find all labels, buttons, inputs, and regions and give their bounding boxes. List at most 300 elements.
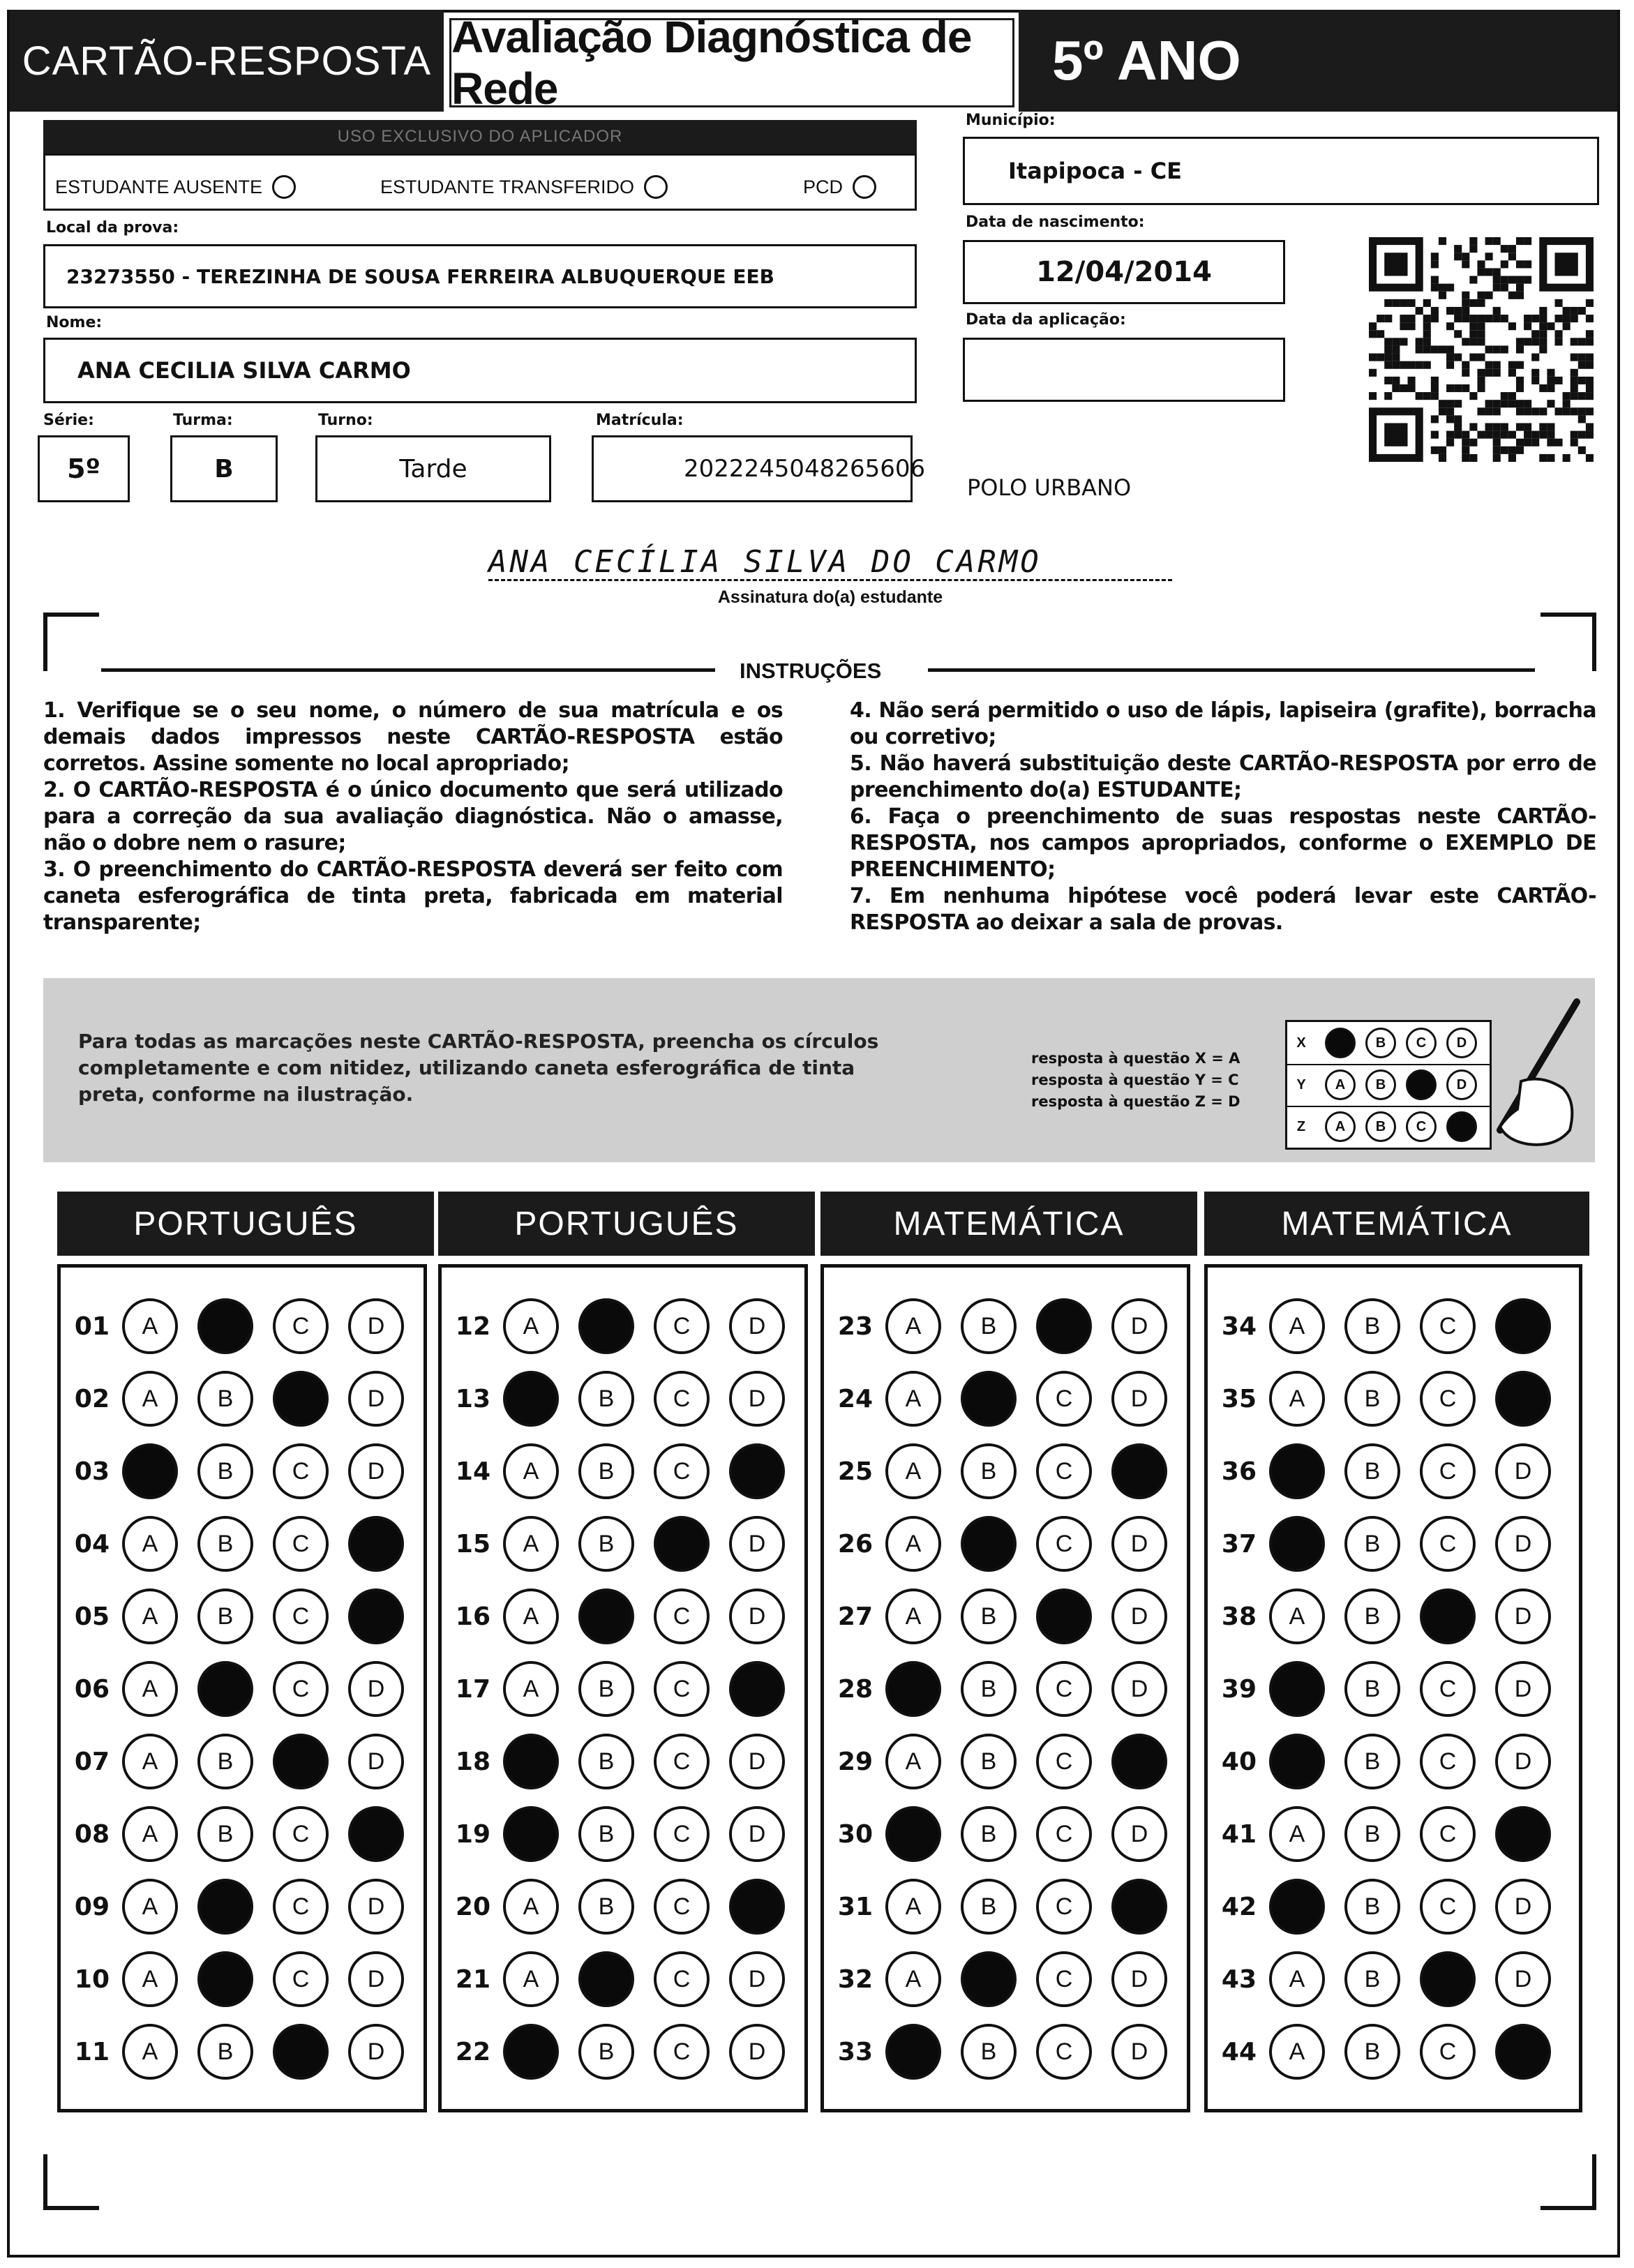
answer-bubble-a[interactable]: A	[122, 1951, 178, 2007]
answer-bubble-a[interactable]	[1269, 1661, 1325, 1717]
answer-bubble-a[interactable]: A	[1269, 1298, 1325, 1354]
answer-bubble-c[interactable]: C	[654, 1661, 710, 1717]
answer-bubble-b[interactable]: B	[578, 1879, 634, 1935]
answer-bubble-d[interactable]	[729, 1879, 785, 1935]
question-row	[61, 1580, 404, 1653]
question-number: 27	[837, 1602, 873, 1631]
question-row	[61, 1725, 404, 1798]
question-row	[1208, 2015, 1551, 2088]
answer-bubble-a[interactable]: A	[1269, 1806, 1325, 1862]
answer-bubble-b[interactable]	[197, 1298, 253, 1354]
answer-bubble-d[interactable]: D	[729, 1951, 785, 2007]
answer-bubble-c[interactable]: C	[1420, 1371, 1476, 1427]
example-bubble-d: D	[1446, 1028, 1477, 1058]
answer-bubble-d[interactable]	[348, 1806, 404, 1862]
answer-bubble-d[interactable]	[1495, 1371, 1551, 1427]
answer-bubble-c[interactable]: C	[273, 1589, 329, 1644]
answer-bubble-c[interactable]	[273, 2024, 329, 2080]
question-number: 44	[1221, 2037, 1257, 2066]
question-row	[1208, 1580, 1551, 1653]
instructions-rule-right	[928, 668, 1535, 672]
answer-bubble-d[interactable]: D	[1495, 1443, 1551, 1499]
answer-bubble-c[interactable]: C	[1420, 1443, 1476, 1499]
answer-bubble-b[interactable]: B	[961, 1806, 1017, 1862]
transferred-circle[interactable]	[644, 175, 668, 199]
answer-bubble-a[interactable]	[503, 2024, 559, 2080]
question-row	[61, 1508, 404, 1580]
answer-bubble-c[interactable]: C	[654, 1951, 710, 2007]
serie-label: Série:	[43, 412, 94, 429]
answer-bubble-b[interactable]: B	[961, 1298, 1017, 1354]
answer-bubble-c[interactable]: C	[1420, 1298, 1476, 1354]
answer-bubble-a[interactable]: A	[122, 1661, 178, 1717]
turno-value: Tarde	[399, 454, 467, 483]
answer-bubble-d[interactable]	[348, 1516, 404, 1572]
assessment-title: Avaliação Diagnóstica de Rede	[449, 18, 1014, 107]
qr-code-icon	[1369, 237, 1594, 462]
answer-bubble-a[interactable]: A	[885, 1516, 941, 1572]
answer-bubble-d[interactable]: D	[348, 1661, 404, 1717]
answer-bubble-a[interactable]: A	[1269, 1951, 1325, 2007]
instruction-5: 5. Não haverá substituição deste CARTÃO-RESPOSTA por erro de preenchimento do(a) ESTUDANTE;	[850, 751, 1596, 802]
instruction-4: 4. Não será permitido o uso de lápis, lapiseira (grafite), borracha ou corretivo;	[850, 698, 1596, 749]
polo-label: POLO URBANO	[967, 474, 1132, 501]
answer-bubble-c[interactable]: C	[654, 1879, 710, 1935]
answer-bubble-c[interactable]: C	[1036, 1371, 1092, 1427]
question-number: 41	[1221, 1819, 1257, 1849]
question-row	[442, 1870, 785, 1943]
example-bubble-b: B	[1365, 1028, 1396, 1058]
answer-bubble-c[interactable]: C	[1036, 1516, 1092, 1572]
answer-bubble-a[interactable]	[1269, 1879, 1325, 1935]
answer-bubble-b[interactable]	[961, 1371, 1017, 1427]
local-field	[43, 244, 917, 308]
answer-bubble-a[interactable]: A	[885, 1298, 941, 1354]
example-bubble-a	[1325, 1028, 1356, 1058]
answer-bubble-a[interactable]	[1269, 1516, 1325, 1572]
answer-bubble-c[interactable]	[1420, 1589, 1476, 1644]
answer-bubble-c[interactable]	[1036, 1298, 1092, 1354]
question-number: 09	[74, 1892, 110, 1921]
answer-bubble-b[interactable]: B	[1344, 1734, 1400, 1789]
answer-bubble-b[interactable]: B	[961, 1589, 1017, 1644]
question-row	[442, 1725, 785, 1798]
answer-bubble-a[interactable]: A	[885, 1371, 941, 1427]
instruction-6: 6. Faça o preenchimento de suas respostas neste CARTÃO-RESPOSTA, nos campos apropriados, conforme o EXEMPLO DE PREENCHIMENTO;	[850, 804, 1596, 882]
instructions-rule-left	[101, 668, 715, 672]
example-bubble-c	[1406, 1069, 1437, 1100]
answer-bubble-d[interactable]	[1495, 2024, 1551, 2080]
answer-bubble-c[interactable]: C	[654, 1806, 710, 1862]
answer-bubble-b[interactable]	[961, 1951, 1017, 2007]
example-legend	[1031, 1048, 1241, 1113]
answer-bubble-b[interactable]: B	[578, 1661, 634, 1717]
answer-bubble-c[interactable]: C	[273, 1879, 329, 1935]
answer-section	[438, 1264, 808, 2112]
question-number: 19	[455, 1819, 490, 1849]
answer-bubble-c[interactable]: C	[273, 1516, 329, 1572]
answer-bubble-c[interactable]: C	[654, 1734, 710, 1789]
example-row	[1287, 1106, 1490, 1148]
answer-bubble-c[interactable]: C	[1420, 1879, 1476, 1935]
question-number: 29	[837, 1747, 873, 1776]
answer-section	[820, 1264, 1190, 2112]
municipio-value: Itapipoca - CE	[1008, 158, 1183, 184]
answer-bubble-a[interactable]: A	[1269, 1589, 1325, 1644]
question-number: 15	[455, 1529, 490, 1559]
answer-bubble-b[interactable]: B	[197, 1806, 253, 1862]
answer-bubble-c[interactable]: C	[1420, 2024, 1476, 2080]
answer-bubble-b[interactable]: B	[578, 1443, 634, 1499]
answer-bubble-c[interactable]: C	[1036, 1951, 1092, 2007]
answer-bubble-c[interactable]: C	[273, 1661, 329, 1717]
answer-bubble-a[interactable]	[885, 1661, 941, 1717]
question-row	[824, 1725, 1167, 1798]
answer-bubble-a[interactable]: A	[122, 1516, 178, 1572]
instructions-left	[43, 698, 783, 936]
answer-bubble-c[interactable]: C	[654, 1298, 710, 1354]
answer-bubble-d[interactable]: D	[1495, 1734, 1551, 1789]
name-field	[43, 338, 917, 403]
question-number: 32	[837, 1965, 873, 1994]
answer-bubble-d[interactable]: D	[348, 1443, 404, 1499]
answer-bubble-c[interactable]	[1420, 1951, 1476, 2007]
answer-bubble-b[interactable]: B	[197, 1734, 253, 1789]
instructions-right	[850, 698, 1596, 936]
answer-bubble-b[interactable]: B	[961, 2024, 1017, 2080]
answer-bubble-d[interactable]	[729, 1661, 785, 1717]
question-number: 33	[837, 2037, 873, 2066]
transferred-option[interactable]	[380, 175, 668, 199]
application-date-field	[963, 338, 1285, 402]
answer-bubble-b[interactable]: B	[1344, 1879, 1400, 1935]
question-row	[61, 1362, 404, 1435]
question-row	[824, 1435, 1167, 1508]
answer-bubble-d[interactable]: D	[1111, 1806, 1167, 1862]
answer-bubble-d[interactable]: D	[1111, 1516, 1167, 1572]
answer-bubble-b[interactable]: B	[578, 1806, 634, 1862]
answer-bubble-b[interactable]	[578, 1298, 634, 1354]
question-row	[442, 1435, 785, 1508]
instruction-1: 1. Verifique se o seu nome, o número de sua matrícula e os demais dados impressos neste CARTÃO-RESPOSTA estão corretos. Assine somente no local apropriado;	[43, 698, 783, 776]
answer-bubble-a[interactable]: A	[503, 1951, 559, 2007]
application-date-label: Data da aplicação:	[966, 311, 1126, 329]
answer-bubble-a[interactable]: A	[885, 1734, 941, 1789]
answer-bubble-b[interactable]: B	[197, 1516, 253, 1572]
matricula-label: Matrícula:	[596, 412, 684, 429]
answer-bubble-a[interactable]	[503, 1734, 559, 1789]
answer-bubble-d[interactable]	[1111, 1879, 1167, 1935]
answer-bubble-a[interactable]	[1269, 1734, 1325, 1789]
answer-bubble-a[interactable]	[503, 1371, 559, 1427]
answer-bubble-d[interactable]: D	[1495, 1879, 1551, 1935]
example-bubble-a: A	[1325, 1069, 1356, 1100]
question-row	[824, 1798, 1167, 1870]
answer-bubble-d[interactable]: D	[729, 2024, 785, 2080]
pcd-label: PCD	[803, 176, 844, 197]
answer-bubble-c[interactable]: C	[1420, 1516, 1476, 1572]
answer-bubble-d[interactable]: D	[1495, 1951, 1551, 2007]
absent-option[interactable]	[55, 175, 296, 199]
question-number: 20	[455, 1892, 490, 1921]
example-line-z: resposta à questão Z = D	[1031, 1093, 1241, 1110]
answer-bubble-a[interactable]	[503, 1806, 559, 1862]
answer-bubble-a[interactable]: A	[122, 1806, 178, 1862]
answer-bubble-c[interactable]: C	[1420, 1734, 1476, 1789]
absent-circle[interactable]	[272, 175, 296, 199]
example-bubble-c: C	[1406, 1028, 1437, 1058]
answer-bubble-a[interactable]: A	[122, 1879, 178, 1935]
answer-bubble-c[interactable]: C	[1036, 1806, 1092, 1862]
answer-bubble-d[interactable]	[348, 1589, 404, 1644]
question-number: 30	[837, 1819, 873, 1849]
answer-bubble-b[interactable]: B	[1344, 1516, 1400, 1572]
answer-bubble-b[interactable]: B	[1344, 1443, 1400, 1499]
answer-bubble-b[interactable]: B	[578, 1516, 634, 1572]
answer-bubble-b[interactable]: B	[578, 2024, 634, 2080]
answer-bubble-a[interactable]: A	[885, 1443, 941, 1499]
answer-bubble-d[interactable]: D	[1495, 1661, 1551, 1717]
answer-bubble-d[interactable]: D	[729, 1516, 785, 1572]
answer-bubble-a[interactable]: A	[122, 1589, 178, 1644]
serie-field	[38, 435, 130, 502]
answer-bubble-b[interactable]	[578, 1951, 634, 2007]
answer-bubble-a[interactable]: A	[122, 1734, 178, 1789]
answer-bubble-c[interactable]	[273, 1371, 329, 1427]
question-number: 06	[74, 1674, 110, 1704]
signature-line	[488, 579, 1172, 581]
question-number: 31	[837, 1892, 873, 1921]
answer-bubble-b[interactable]: B	[197, 1443, 253, 1499]
question-row	[442, 2015, 785, 2088]
answer-bubble-c[interactable]	[654, 1516, 710, 1572]
instructions-title: INSTRUÇÕES	[740, 659, 882, 683]
example-question-label: Z	[1296, 1118, 1306, 1134]
pcd-circle[interactable]	[853, 175, 876, 199]
question-number: 04	[74, 1529, 110, 1559]
answer-bubble-c[interactable]: C	[1036, 1879, 1092, 1935]
answer-bubble-a[interactable]: A	[503, 1443, 559, 1499]
question-row	[61, 2015, 404, 2088]
answer-bubble-b[interactable]: B	[961, 1661, 1017, 1717]
answer-bubble-a[interactable]	[885, 2024, 941, 2080]
answer-bubble-b[interactable]: B	[1344, 1371, 1400, 1427]
answer-bubble-b[interactable]	[197, 1661, 253, 1717]
answer-bubble-c[interactable]: C	[273, 1443, 329, 1499]
answer-bubble-a[interactable]: A	[122, 1298, 178, 1354]
answer-bubble-d[interactable]: D	[1111, 1661, 1167, 1717]
question-number: 39	[1221, 1674, 1257, 1704]
answer-bubble-b[interactable]: B	[197, 2024, 253, 2080]
answer-bubble-a[interactable]: A	[885, 1951, 941, 2007]
answer-bubble-c[interactable]: C	[654, 2024, 710, 2080]
answer-bubble-b[interactable]: B	[1344, 1951, 1400, 2007]
question-number: 40	[1221, 1747, 1257, 1776]
answer-bubble-a[interactable]: A	[885, 1589, 941, 1644]
answer-bubble-a[interactable]: A	[885, 1879, 941, 1935]
applicator-bar: USO EXCLUSIVO DO APLICADOR	[43, 120, 917, 153]
student-signature: ANA CECÍLIA SILVA DO CARMO	[488, 544, 1042, 580]
answer-bubble-d[interactable]: D	[1111, 1589, 1167, 1644]
example-bubble-a: A	[1325, 1111, 1356, 1142]
answer-bubble-d[interactable]	[1495, 1298, 1551, 1354]
answer-bubble-b[interactable]	[197, 1879, 253, 1935]
matricula-value: 2022245048265606	[684, 455, 926, 483]
grade-title: 5º ANO	[1019, 10, 1617, 112]
answer-bubble-a[interactable]: A	[1269, 2024, 1325, 2080]
turno-field	[315, 435, 551, 502]
answer-bubble-b[interactable]	[961, 1516, 1017, 1572]
question-number: 07	[74, 1747, 110, 1776]
pcd-option[interactable]	[803, 175, 876, 199]
turma-field	[170, 435, 278, 502]
answer-bubble-b[interactable]: B	[1344, 1661, 1400, 1717]
answer-bubble-b[interactable]: B	[197, 1589, 253, 1644]
answer-bubble-a[interactable]: A	[503, 1661, 559, 1717]
question-row	[1208, 1653, 1551, 1725]
answer-bubble-c[interactable]: C	[273, 1298, 329, 1354]
question-number: 38	[1221, 1602, 1257, 1631]
question-number: 21	[455, 1965, 490, 1994]
question-row	[824, 1943, 1167, 2015]
answer-bubble-b[interactable]	[197, 1951, 253, 2007]
name-label: Nome:	[46, 314, 103, 331]
answer-bubble-c[interactable]: C	[654, 1371, 710, 1427]
answer-bubble-a[interactable]	[122, 1443, 178, 1499]
answer-bubble-d[interactable]: D	[729, 1589, 785, 1644]
question-row	[442, 1943, 785, 2015]
answer-bubble-b[interactable]: B	[961, 1879, 1017, 1935]
applicator-box	[43, 153, 917, 211]
answer-bubble-d[interactable]: D	[729, 1734, 785, 1789]
corner-mark-bottom-right	[1541, 2154, 1596, 2210]
answer-bubble-d[interactable]	[1495, 1806, 1551, 1862]
answer-bubble-a[interactable]: A	[503, 1879, 559, 1935]
name-value: ANA CECILIA SILVA CARMO	[77, 357, 411, 384]
answer-bubble-d[interactable]: D	[348, 2024, 404, 2080]
answer-bubble-d[interactable]: D	[348, 1298, 404, 1354]
question-number: 11	[74, 2037, 110, 2066]
answer-bubble-b[interactable]: B	[197, 1371, 253, 1427]
answer-bubble-d[interactable]	[1111, 1443, 1167, 1499]
answer-bubble-a[interactable]: A	[1269, 1371, 1325, 1427]
answer-bubble-b[interactable]: B	[1344, 2024, 1400, 2080]
example-bubble-b: B	[1365, 1111, 1396, 1142]
corner-mark-bottom-left	[43, 2154, 99, 2210]
question-number: 14	[455, 1457, 490, 1486]
answer-bubble-c[interactable]: C	[273, 1951, 329, 2007]
answer-bubble-a[interactable]: A	[122, 2024, 178, 2080]
answer-bubble-d[interactable]: D	[729, 1298, 785, 1354]
answer-bubble-d[interactable]	[729, 1443, 785, 1499]
example-line-x: resposta à questão X = A	[1031, 1050, 1241, 1067]
answer-bubble-d[interactable]: D	[1111, 1298, 1167, 1354]
answer-bubble-c[interactable]: C	[1036, 2024, 1092, 2080]
answer-bubble-b[interactable]: B	[578, 1371, 634, 1427]
transferred-label: ESTUDANTE TRANSFERIDO	[380, 176, 635, 197]
question-number: 12	[455, 1312, 490, 1341]
question-row	[1208, 1798, 1551, 1870]
answer-bubble-c[interactable]	[1036, 1589, 1092, 1644]
question-number: 16	[455, 1602, 490, 1631]
answer-bubble-a[interactable]	[885, 1806, 941, 1862]
question-row	[824, 1870, 1167, 1943]
answer-bubble-d[interactable]: D	[729, 1371, 785, 1427]
answer-bubble-b[interactable]: B	[961, 1734, 1017, 1789]
answer-bubble-c[interactable]: C	[1420, 1661, 1476, 1717]
answer-bubble-b[interactable]	[578, 1589, 634, 1644]
question-number: 17	[455, 1674, 490, 1704]
answer-bubble-c[interactable]: C	[654, 1443, 710, 1499]
example-line-y: resposta à questão Y = C	[1031, 1072, 1239, 1088]
answer-bubble-b[interactable]: B	[1344, 1298, 1400, 1354]
answer-bubble-c[interactable]: C	[1036, 1443, 1092, 1499]
question-row	[1208, 1290, 1551, 1362]
question-number: 26	[837, 1529, 873, 1559]
answer-bubble-b[interactable]: B	[1344, 1589, 1400, 1644]
local-label: Local da prova:	[46, 219, 179, 236]
answer-bubble-c[interactable]: C	[1420, 1806, 1476, 1862]
question-row	[442, 1362, 785, 1435]
answer-bubble-b[interactable]: B	[961, 1443, 1017, 1499]
answer-bubble-d[interactable]: D	[1495, 1589, 1551, 1644]
answer-bubble-a[interactable]: A	[503, 1298, 559, 1354]
signature-caption: Assinatura do(a) estudante	[717, 587, 943, 607]
answer-section	[57, 1264, 427, 2112]
corner-mark-top-right	[1541, 613, 1596, 671]
answer-bubble-c[interactable]: C	[1036, 1734, 1092, 1789]
question-number: 35	[1221, 1384, 1257, 1413]
answer-bubble-d[interactable]: D	[1111, 1951, 1167, 2007]
answer-bubble-d[interactable]: D	[729, 1806, 785, 1862]
question-row	[442, 1290, 785, 1362]
example-row	[1287, 1022, 1490, 1065]
hand-pen-icon	[1479, 998, 1584, 1151]
question-number: 37	[1221, 1529, 1257, 1559]
question-number: 02	[74, 1384, 110, 1413]
question-number: 34	[1221, 1312, 1257, 1341]
answer-bubble-d[interactable]: D	[348, 1879, 404, 1935]
answer-bubble-d[interactable]: D	[1111, 2024, 1167, 2080]
answer-bubble-c[interactable]: C	[1036, 1661, 1092, 1717]
answer-bubble-a[interactable]	[1269, 1443, 1325, 1499]
corner-mark-top-left	[43, 613, 99, 671]
answer-bubble-d[interactable]: D	[348, 1734, 404, 1789]
answer-bubble-d[interactable]: D	[348, 1371, 404, 1427]
answer-bubble-a[interactable]: A	[503, 1589, 559, 1644]
question-row	[442, 1798, 785, 1870]
answer-bubble-b[interactable]: B	[1344, 1806, 1400, 1862]
answer-bubble-a[interactable]: A	[122, 1371, 178, 1427]
answer-bubble-d[interactable]: D	[1495, 1516, 1551, 1572]
answer-bubble-c[interactable]: C	[273, 1806, 329, 1862]
example-question-label: Y	[1296, 1076, 1306, 1092]
local-value: 23273550 - TEREZINHA DE SOUSA FERREIRA ALBUQUERQUE EEB	[66, 264, 775, 288]
birth-field	[963, 240, 1285, 304]
answer-bubble-d[interactable]: D	[348, 1951, 404, 2007]
question-number: 03	[74, 1457, 110, 1486]
answer-bubble-c[interactable]	[273, 1734, 329, 1789]
answer-bubble-d[interactable]	[1111, 1734, 1167, 1789]
answer-bubble-d[interactable]: D	[1111, 1371, 1167, 1427]
question-row	[1208, 1725, 1551, 1798]
answer-bubble-b[interactable]: B	[578, 1734, 634, 1789]
turma-label: Turma:	[173, 412, 233, 429]
question-row	[824, 1508, 1167, 1580]
answer-bubble-c[interactable]: C	[654, 1589, 710, 1644]
example-bubble-b: B	[1365, 1069, 1396, 1100]
answer-bubble-a[interactable]: A	[503, 1516, 559, 1572]
